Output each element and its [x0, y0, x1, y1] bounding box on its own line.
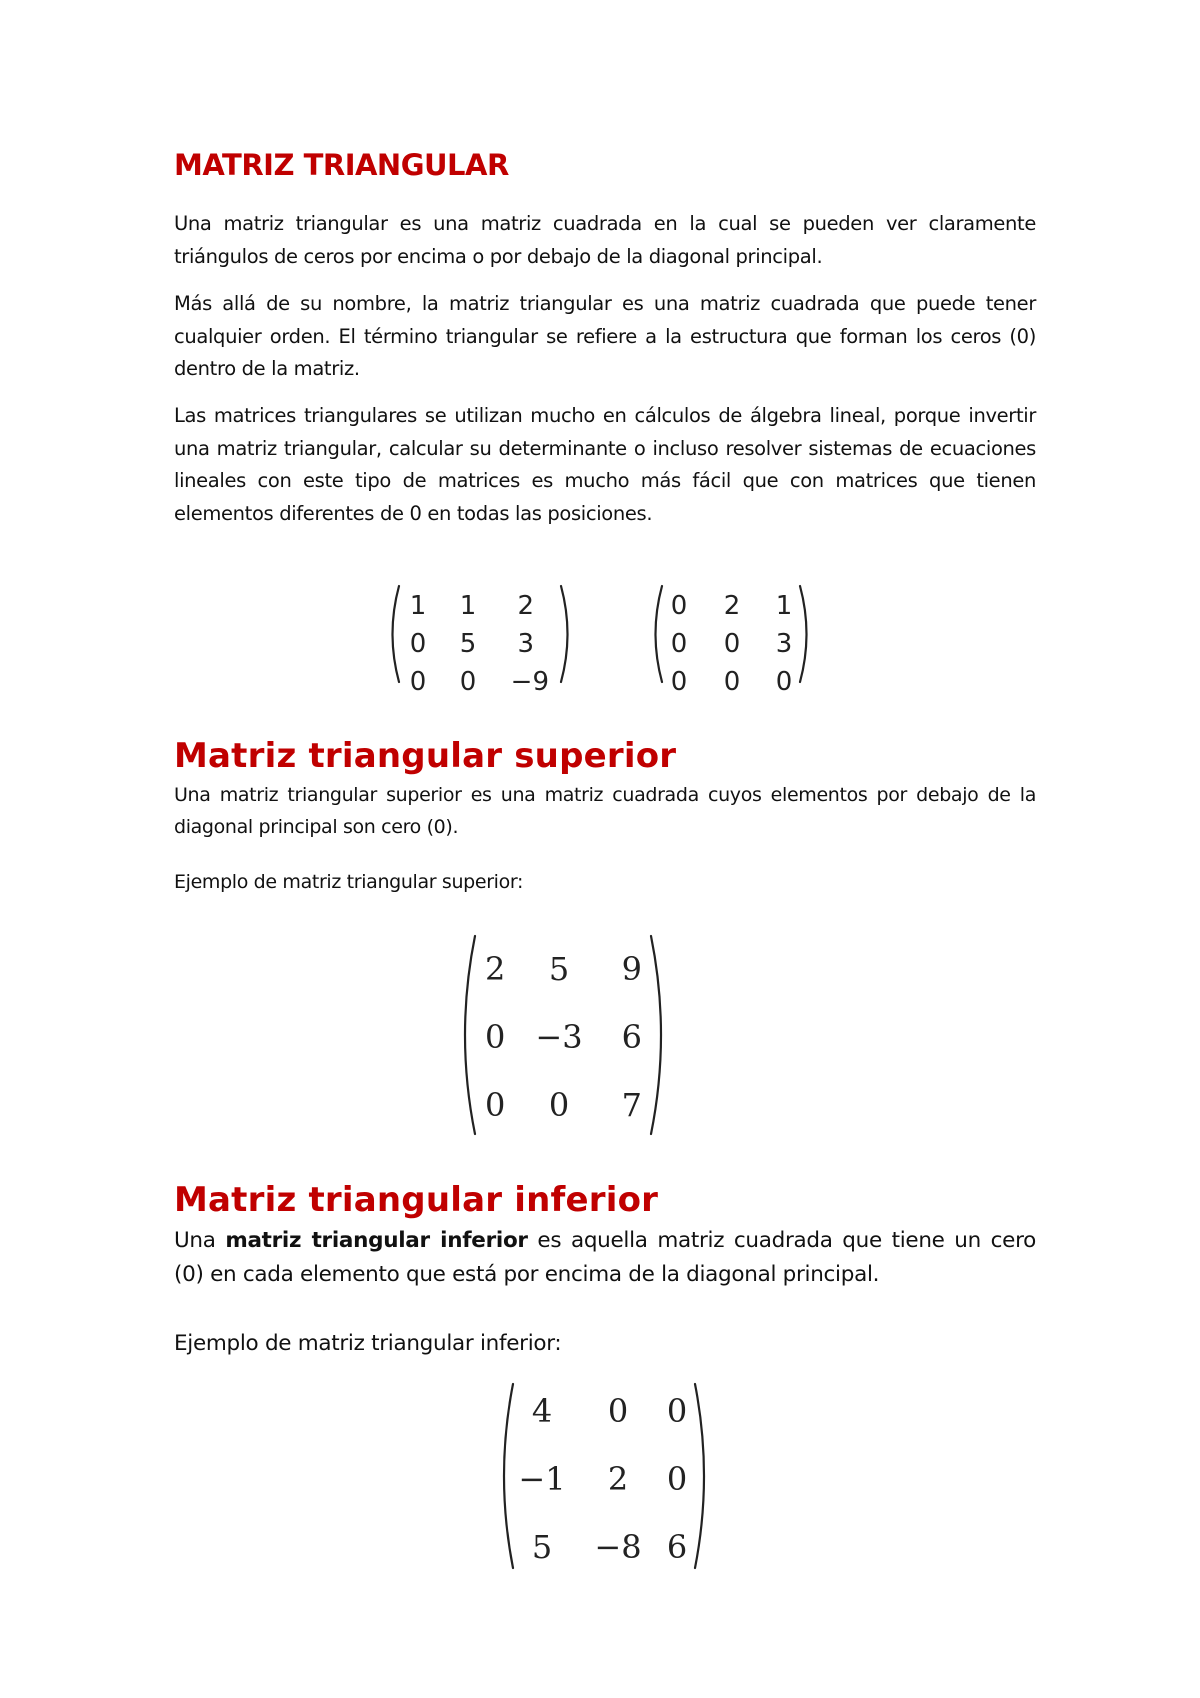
- matrix-cell: 2: [607, 1460, 629, 1498]
- right-bracket: [651, 936, 661, 1134]
- superior-example-label: Ejemplo de matriz triangular superior:: [174, 871, 524, 893]
- matrix-cell: 0: [485, 1086, 506, 1124]
- inferior-description-bold: matriz triangular inferior: [225, 1228, 528, 1253]
- heading-inferior: Matriz triangular inferior: [174, 1180, 659, 1220]
- intro-matrix-1: [385, 580, 575, 697]
- inferior-description: [174, 1224, 1036, 1292]
- matrix-cell: 0: [459, 667, 477, 697]
- superior-description: Una matriz triangular superior es una matriz cuadrada cuyos elementos por debajo de la diagonal principal son cero (0).: [174, 784, 1036, 838]
- matrix-cell: 7: [621, 1086, 642, 1124]
- inferior-description-prefix: Una: [174, 1228, 226, 1253]
- right-bracket: [800, 586, 807, 682]
- matrix-cell: 5: [548, 950, 570, 988]
- intro-paragraph-3: Las matrices triangulares se utilizan mucho en cálculos de álgebra lineal, porque invertir una matriz triangular, calcular su determinante o incluso resolver sistemas de ecuaciones lineales con este tipo de matrices es mucho más fácil que con matrices que tienen elementos diferentes de 0 en todas las posiciones.: [174, 404, 1036, 525]
- matrix-cell: 0: [409, 667, 427, 697]
- intro-paragraph-1: Una matriz triangular es una matriz cuadrada en la cual se pueden ver claramente triángulos de ceros por encima o por debajo de la diagonal principal.: [174, 212, 1036, 268]
- left-bracket: [393, 586, 400, 682]
- matrix-cell: −9: [510, 667, 549, 697]
- matrix-cell: 0: [670, 629, 688, 659]
- matrix-cell: 1: [459, 591, 477, 621]
- left-bracket: [504, 1384, 513, 1568]
- matrix-cell: 0: [775, 667, 793, 697]
- left-bracket: [465, 936, 475, 1134]
- matrix-cell: −3: [535, 1018, 583, 1056]
- intro-paragraph-2: Más allá de su nombre, la matriz triangular es una matriz cuadrada que puede tener cualquier orden. El término triangular se refiere a la estructura que forman los ceros (0) dentro de la matriz.: [174, 292, 1036, 380]
- matrix-cell: −1: [518, 1460, 566, 1498]
- matrix-cell: 9: [621, 950, 642, 988]
- inferior-example-matrix: [495, 1378, 715, 1574]
- matrix-cell: 4: [531, 1392, 553, 1430]
- matrix-cell: 0: [670, 591, 688, 621]
- matrix-cell: 1: [409, 591, 427, 621]
- page-title: MATRIZ TRIANGULAR: [174, 148, 509, 182]
- matrix-cell: 6: [666, 1528, 688, 1566]
- matrix-cell: 5: [531, 1528, 553, 1566]
- matrix-cell: 3: [775, 629, 793, 659]
- superior-example-matrix: [455, 930, 675, 1140]
- matrix-cell: 1: [775, 591, 793, 621]
- heading-superior: Matriz triangular superior: [174, 736, 677, 776]
- matrix-cell: 0: [666, 1460, 688, 1498]
- matrix-cell: 0: [666, 1392, 688, 1430]
- matrix-cell: −8: [594, 1528, 642, 1566]
- inferior-description-suffix: es aquella matriz cuadrada que tiene un cero (0) en cada elemento que está por encima de la diagonal principal.: [174, 1228, 1036, 1287]
- matrix-cell: 0: [548, 1086, 570, 1124]
- matrix-cell: 3: [517, 629, 534, 659]
- intro-matrix-2: [648, 580, 816, 697]
- matrix-cell: 5: [459, 629, 477, 659]
- matrix-cell: 2: [517, 591, 534, 621]
- matrix-cell: 6: [621, 1018, 642, 1056]
- right-bracket: [695, 1384, 704, 1568]
- left-bracket: [656, 586, 663, 682]
- matrix-cell: 0: [670, 667, 688, 697]
- matrix-cell: 0: [607, 1392, 629, 1430]
- matrix-cell: 0: [485, 1018, 506, 1056]
- matrix-cell: 0: [723, 667, 741, 697]
- matrix-cell: 2: [723, 591, 741, 621]
- inferior-example-label: Ejemplo de matriz triangular inferior:: [174, 1331, 562, 1356]
- matrix-cell: 0: [409, 629, 427, 659]
- matrix-cell: 0: [723, 629, 741, 659]
- right-bracket: [561, 586, 568, 682]
- matrix-cell: 2: [485, 950, 506, 988]
